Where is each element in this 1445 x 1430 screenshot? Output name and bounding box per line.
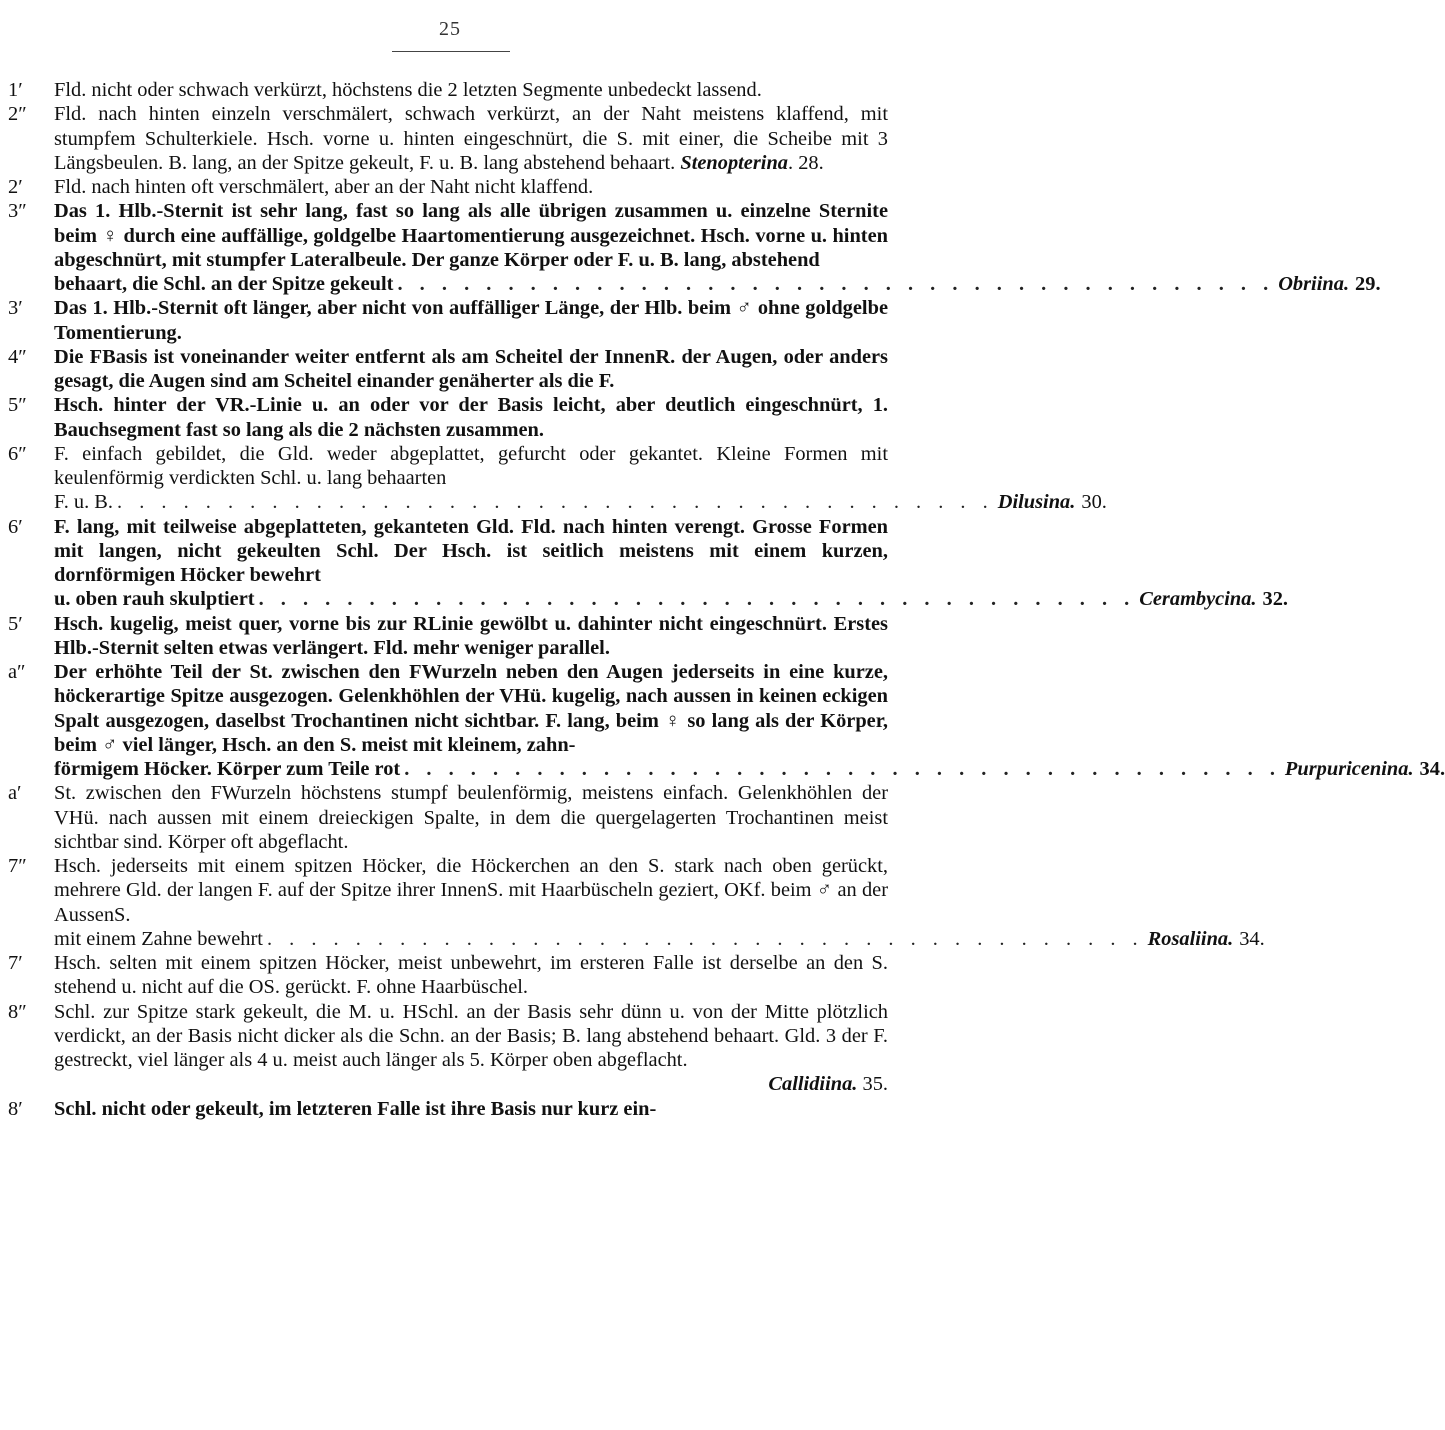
taxon-ref: 35.	[862, 1073, 888, 1096]
leader-line: behaart, die Schl. an der Spitze gekeult . . . . . . . . . . . . . . . . . . . . . . . . . . . . . . . . . . . . . . . . Obriina . 29.	[54, 273, 1381, 295]
key-entry-8-prime	[8, 1097, 888, 1121]
entry-text: Fld. nicht oder schwach verkürzt, höchstens die 2 letzten Segmente unbedeckt lassend.	[54, 79, 762, 101]
taxon-name: Cerambycina	[1139, 588, 1252, 611]
key-entry-1-prime	[8, 78, 888, 102]
taxon-name: Obriina	[1278, 273, 1344, 295]
entry-label: a′	[8, 782, 22, 805]
entry-text: Schl. nicht oder gekeult, im letzteren Falle ist ihre Basis nur kurz ein-	[54, 1097, 657, 1120]
entry-text: Das 1. Hlb.-Sternit ist sehr lang, fast so lang als alle übrigen zusammen u. einzelne Sternite beim ♀ durch eine auffällige, goldgelbe Haartomentierung ausgezeichnet. Hsch. vorne u. hinten abgeschnürt, mit stumpfer Lateralbeule. Der ganze Körper oder F. u. B. lang, abstehend	[54, 200, 888, 271]
key-entry-6-double-prime	[8, 442, 1107, 515]
entry-label: a″	[8, 661, 26, 683]
key-entry-3-prime	[8, 296, 888, 345]
leader-dots: . . . . . . . . . . . . . . . . . . . . . . . . . . . . . . . . . . . . . . . .	[266, 927, 1144, 950]
taxon-ref: 28.	[798, 151, 824, 174]
entry-label: 6″	[8, 442, 27, 465]
entry-label: 1′	[8, 79, 23, 101]
leader-line: u. oben rauh skulptiert . . . . . . . . . . . . . . . . . . . . . . . . . . . . . . . . . . . . . . . . Cerambycina . 32.	[54, 588, 1289, 611]
entry-label: 4″	[8, 345, 27, 368]
leader-dots: . . . . . . . . . . . . . . . . . . . . . . . . . . . . . . . . . . . . . . . .	[117, 491, 994, 514]
entry-label: 5″	[8, 394, 27, 417]
taxon-name: Dilusina	[997, 491, 1071, 514]
entry-text: Hsch. kugelig, meist quer, vorne bis zur RLinie gewölbt u. dahinter nicht eingeschnürt. Erstes Hlb.-Sternit selten etwas verlängert. Fld. mehr weniger parallel.	[54, 612, 888, 659]
leader-text: F. u. B.	[54, 491, 113, 514]
leader-text: förmigem Höcker. Körper zum Teile rot	[54, 758, 401, 780]
taxon-line: Callidiina. 35.	[768, 1073, 888, 1096]
key-entry-a-double-prime	[8, 660, 1445, 781]
entry-text: St. zwischen den FWurzeln höchstens stumpf beulenförmig, meistens einfach. Gelenkhöhlen der VHü. nach aussen mit einem dreieckigen Spalte, in dem die quergelagerten Trochantinen meist sichtbar sind. Körper oft abgeflacht.	[54, 782, 888, 853]
entry-text: F. einfach gebildet, die Gld. weder abgeplattet, gefurcht oder gekantet. Kleine Formen mit keulenförmig verdickten Schl. u. lang behaarten	[54, 442, 888, 489]
taxon-ref: 34.	[1239, 927, 1265, 950]
entry-text: Das 1. Hlb.-Sternit oft länger, aber nicht von auffälliger Länge, der Hlb. beim ♂ ohne goldgelbe Tomentierung.	[54, 297, 888, 344]
leader-dots: . . . . . . . . . . . . . . . . . . . . . . . . . . . . . . . . . . . . . . . .	[258, 588, 1136, 611]
entry-text: Die FBasis ist voneinander weiter entfernt als am Scheitel der InnenR. der Augen, oder anders gesagt, die Augen sind am Scheitel einander genäherter als die F.	[54, 345, 888, 392]
key-entry-3-double-prime	[8, 199, 1381, 296]
header-rule	[392, 51, 510, 52]
leader-text: mit einem Zahne bewehrt	[54, 927, 263, 950]
key-entry-2-prime	[8, 175, 888, 199]
taxon-ref: 32.	[1262, 588, 1289, 611]
leader-line: mit einem Zahne bewehrt . . . . . . . . . . . . . . . . . . . . . . . . . . . . . . . . . . . . . . . . Rosaliina . 34.	[54, 927, 1265, 950]
key-entry-2-double-prime: 2″ Fld. nach hinten einzeln verschmälert, schwach verkürzt, an der Naht meistens klaffend, mit stumpfem Schulterkiele. Hsch. vorne u. hinten eingeschnürt, die S. mit einer, die Scheibe mit 3 Längsbeulen. B. lang, an der Spitze gekeult, F. u. B. lang abstehend behaart. Stenopterina. 28.	[8, 103, 888, 174]
entry-label: 7″	[8, 855, 27, 877]
entry-label: 2″	[8, 103, 27, 126]
entry-label: 3″	[8, 200, 27, 223]
leader-line: F. u. B. . . . . . . . . . . . . . . . . . . . . . . . . . . . . . . . . . . . . . . . . Dilusina . 30.	[54, 491, 1107, 514]
entry-label: 3′	[8, 297, 23, 320]
key-entry-6-prime	[8, 515, 1289, 612]
leader-text: behaart, die Schl. an der Spitze gekeult	[54, 273, 394, 295]
entry-text: Fld. nach hinten einzeln verschmälert, schwach verkürzt, an der Naht meistens klaffend, mit stumpfem Schulterkiele. Hsch. vorne u. hinten eingeschnürt, die S. mit einer, die Scheibe mit 3 Längsbeulen. B. lang, an der Spitze gekeult, F. u. B. lang abstehend behaart.	[54, 103, 888, 174]
entry-text: Hsch. selten mit einem spitzen Höcker, meist unbewehrt, im ersteren Falle ist derselbe an den S. stehend u. nicht auf die OS. gerückt. F. ohne Haarbüschel.	[54, 952, 888, 999]
entry-text: F. lang, mit teilweise abgeplatteten, gekanteten Gld. Fld. nach hinten verengt. Grosse Formen mit langen, nicht gekeulten Schl. Der Hsch. ist seitlich meistens mit einem kurzen, dornförmigen Höcker bewehrt	[54, 515, 888, 586]
taxon-name: Rosaliina	[1147, 927, 1229, 950]
key-entry-4-double-prime	[8, 345, 888, 394]
page-number: 25	[439, 18, 461, 40]
entry-label: 5′	[8, 612, 23, 635]
key-entry-8-double-prime	[8, 1000, 888, 1097]
leader-dots: . . . . . . . . . . . . . . . . . . . . . . . . . . . . . . . . . . . . . . . .	[397, 273, 1275, 295]
taxon-name: Callidiina	[768, 1073, 853, 1096]
leader-line: förmigem Höcker. Körper zum Teile rot . . . . . . . . . . . . . . . . . . . . . . . . . . . . . . . . . . . . . . . . Purpuricenina . 34.	[54, 758, 1445, 780]
taxon-name: Stenopterina	[680, 151, 788, 174]
taxon-ref: 29.	[1355, 273, 1381, 295]
entry-text: Hsch. hinter der VR.-Linie u. an oder vor der Basis leicht, aber deutlich eingeschnürt, 1. Bauchsegment fast so lang als die 2 nächsten zusammen.	[54, 394, 888, 441]
entry-label: 7′	[8, 952, 23, 974]
leader-text: u. oben rauh skulptiert	[54, 588, 255, 611]
entry-text: Der erhöhte Teil der St. zwischen den FWurzeln neben den Augen jederseits in eine kurze, höckerartige Spitze ausgezogen. Gelenkhöhlen der VHü. kugelig, nach aussen in keinen eckigen Spalt ausgezogen, daselbst Trochantinen nicht sichtbar. F. lang, beim ♀ so lang als der Körper, beim ♂ viel länger, Hsch. an den S. meist mit kleinem, zahn-	[54, 661, 888, 756]
identification-key	[8, 78, 1445, 1121]
key-entry-a-prime	[8, 781, 888, 854]
entry-label: 6′	[8, 515, 23, 538]
entry-label: 8′	[8, 1097, 23, 1120]
key-entry-5-double-prime	[8, 393, 888, 442]
key-entry-5-prime	[8, 612, 888, 661]
leader-dots: . . . . . . . . . . . . . . . . . . . . . . . . . . . . . . . . . . . . . . . .	[404, 758, 1281, 780]
key-entry-7-double-prime	[8, 854, 1265, 951]
entry-label: 8″	[8, 1000, 27, 1023]
taxon-name: Purpuricenina	[1284, 758, 1409, 780]
entry-text: Hsch. jederseits mit einem spitzen Höcker, die Höckerchen an den S. stark nach oben gerückt, mehrere Gld. der langen F. auf der Spitze ihrer InnenS. mit Haarbüscheln geziert, OKf. beim ♂ an der AussenS.	[54, 855, 888, 926]
key-entry-7-prime	[8, 951, 888, 1000]
taxon-ref: 34.	[1419, 758, 1445, 780]
entry-text: Fld. nach hinten oft verschmälert, aber an der Naht nicht klaffend.	[54, 176, 594, 198]
taxon-ref: 30.	[1081, 491, 1107, 514]
entry-text: Schl. zur Spitze stark gekeult, die M. u. HSchl. an der Basis sehr dünn u. von der Mitte plötzlich verdickt, an der Basis nicht dicker als die Schn. an der Basis; B. lang abstehend behaart. Gld. 3 der F. gestreckt, viel länger als 4 u. meist auch länger als 5. Körper oben abgeflacht.	[54, 1000, 888, 1071]
entry-label: 2′	[8, 176, 23, 198]
